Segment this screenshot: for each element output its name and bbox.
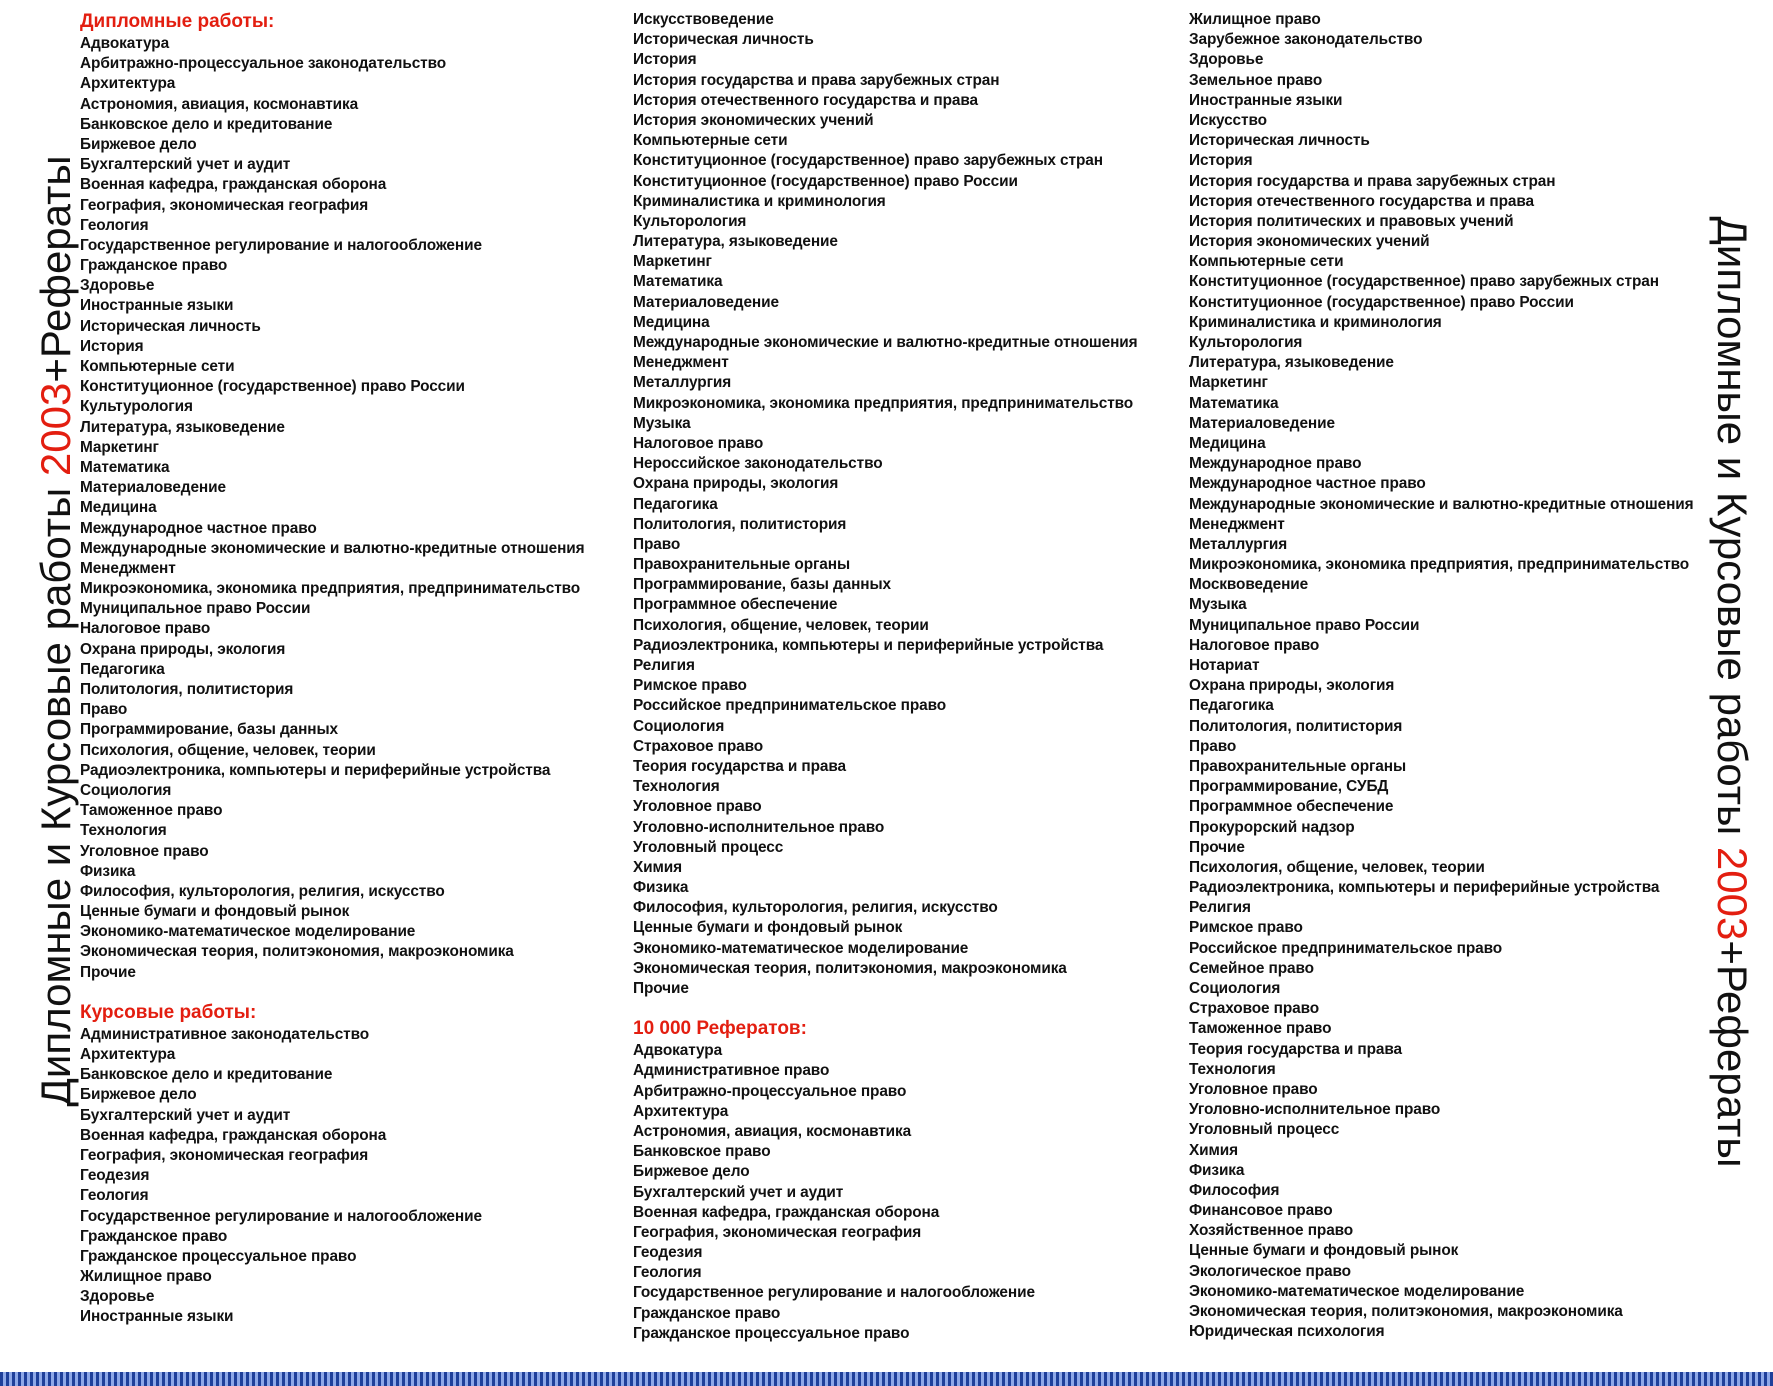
- subject-list-item: Международное частное право: [80, 519, 317, 537]
- subject-list-item: Литература, языковедение: [80, 418, 285, 436]
- subject-list-item: Технология: [633, 778, 720, 796]
- subject-list-item: Бухгалтерский учет и аудит: [633, 1183, 844, 1201]
- subject-list-item: Военная кафедра, гражданская оборона: [80, 176, 387, 194]
- subject-list-item: Литература, языковедение: [633, 233, 838, 251]
- subject-list-item: Прокурорский надзор: [1189, 818, 1355, 836]
- subject-list-item: Историческая личность: [633, 31, 814, 49]
- subject-list-item: Архитектура: [80, 1046, 176, 1063]
- subject-list-item: Криминалистика и криминология: [633, 192, 886, 210]
- subject-list-item: Страховое право: [1189, 1000, 1320, 1018]
- subject-list-item: Физика: [80, 862, 136, 880]
- subject-list-item: Политология, политистория: [80, 681, 294, 698]
- subject-list-item: Медицина: [633, 313, 710, 331]
- subject-list-item: Медицина: [80, 499, 157, 517]
- section-gap: [633, 999, 1138, 1017]
- subject-list-item: История государства и права зарубежных стран: [1189, 172, 1556, 190]
- subject-list-item: Финансовое право: [1189, 1202, 1333, 1220]
- subject-list-item: Программирование, базы данных: [633, 576, 892, 594]
- subject-list-item: Микроэкономика, экономика предприятия, предпринимательство: [80, 580, 581, 598]
- subject-list-item: Философия, культорология, религия, искусство: [80, 882, 445, 900]
- spine-title-left-prefix: Дипломные и Курсовые работы: [32, 476, 79, 1107]
- subject-list-item: Иностранные языки: [1189, 91, 1343, 109]
- subject-list-item: Металлургия: [633, 374, 732, 392]
- subject-list-item: Технология: [80, 822, 167, 840]
- subject-list-item: Компьютерные сети: [80, 358, 235, 375]
- subject-list-item: Конституционное (государственное) право России: [1189, 293, 1574, 311]
- subject-list-item: Иностранные языки: [80, 297, 234, 315]
- subject-list-item: Государственное регулирование и налогообложение: [80, 1207, 482, 1225]
- subject-list-item: Право: [1189, 737, 1237, 755]
- subject-list-item: Историческая личность: [1189, 132, 1370, 150]
- subject-list-item: Материаловедение: [80, 479, 226, 497]
- subject-list-item: Музыка: [1189, 596, 1247, 614]
- subject-list-item: Биржевое дело: [633, 1163, 750, 1181]
- subject-list-item: Химия: [1189, 1141, 1239, 1159]
- subject-list-item: Педагогика: [633, 495, 718, 513]
- subject-list-item: Банковское дело и кредитование: [80, 1066, 333, 1084]
- subject-list-item: История политических и правовых учений: [1189, 212, 1514, 230]
- subject-list-item: Криминалистика и криминология: [1189, 313, 1442, 331]
- subject-list-item: Российское предпринимательское право: [1189, 939, 1503, 957]
- subject-list-item: Таможенное право: [1189, 1020, 1332, 1038]
- subject-list-item: Налоговое право: [1189, 636, 1320, 654]
- subject-list-item: Ценные бумаги и фондовый рынок: [1189, 1242, 1459, 1260]
- subject-list-item: Экономическая теория, политэкономия, макроэкономика: [80, 943, 514, 961]
- subject-list-item: Компьютерные сети: [1189, 253, 1344, 271]
- subject-list-item: Экономическая теория, политэкономия, макроэкономика: [633, 959, 1067, 977]
- subject-list-item: Философия: [1189, 1181, 1280, 1199]
- subject-list-item: История экономических учений: [633, 111, 874, 129]
- subject-list-item: Радиоэлектроника, компьютеры и периферийные устройства: [80, 761, 551, 779]
- subject-list-item: Педагогика: [80, 660, 165, 678]
- subject-list-item: Теория государства и права: [633, 757, 846, 775]
- column-3: [1189, 10, 1694, 1342]
- subject-list-item: Металлургия: [1189, 535, 1288, 553]
- subject-list-item: Адвокатура: [633, 1042, 723, 1060]
- subject-list-item: Философия, культорология, религия, искусство: [633, 899, 998, 917]
- subject-list-item: Банковское право: [633, 1143, 771, 1161]
- subject-list-item: Уголовный процесс: [1189, 1121, 1340, 1139]
- subject-list-item: Теория государства и права: [1189, 1040, 1402, 1058]
- subject-list-item: Государственное регулирование и налогообложение: [633, 1284, 1035, 1302]
- subject-list-item: Менеджмент: [1189, 515, 1285, 533]
- subject-list-item: История отечественного государства и права: [1189, 192, 1534, 210]
- subject-list-item: Программирование, СУБД: [1189, 778, 1389, 796]
- subject-list-item: Российское предпринимательское право: [633, 697, 947, 715]
- subject-list-item: Маркетинг: [1189, 374, 1268, 392]
- subject-list-item: Правохранительные органы: [1189, 757, 1406, 775]
- subject-list-item: Культорология: [1189, 334, 1303, 351]
- subject-list-item: Экономико-математическое моделирование: [633, 939, 969, 957]
- subject-list-item: Римское право: [633, 677, 747, 695]
- subject-list-item: Программное обеспечение: [1189, 798, 1394, 816]
- subject-list-item: Астрономия, авиация, космонавтика: [633, 1122, 912, 1140]
- subject-list-item: Охрана природы, экология: [1189, 677, 1395, 695]
- subject-list-item: Психология, общение, человек, теории: [80, 741, 376, 759]
- subject-list-item: Административное право: [633, 1062, 830, 1080]
- subject-list-item: Москвоведение: [1189, 576, 1309, 594]
- subject-list-item: Искусствоведение: [633, 11, 774, 28]
- subject-list-item: Биржевое дело: [80, 1086, 197, 1104]
- subject-list-item: Страховое право: [633, 737, 764, 755]
- subject-list-item: Арбитражно-процессуальное законодательство: [80, 55, 447, 73]
- subject-list-item: Налоговое право: [633, 434, 764, 452]
- subject-list-item: Жилищное право: [80, 1268, 212, 1286]
- subject-list-item: Экономико-математическое моделирование: [1189, 1282, 1525, 1300]
- subject-list-item: Римское право: [1189, 919, 1303, 937]
- subject-list-item: Международные экономические и валютно-кредитные отношения: [1189, 495, 1694, 513]
- subject-list-item: Химия: [633, 858, 683, 876]
- subject-list-item: Программирование, базы данных: [80, 721, 339, 739]
- subject-list-item: Гражданское процессуальное право: [80, 1247, 357, 1265]
- spine-title-left-suffix: +Рефераты: [32, 155, 79, 383]
- subject-list-item: Уголовное право: [80, 842, 209, 860]
- subject-list-item: Ценные бумаги и фондовый рынок: [80, 903, 350, 921]
- subject-list-item: География, экономическая география: [80, 196, 369, 214]
- subject-list-item: Охрана природы, экология: [633, 475, 839, 493]
- column-1: [80, 10, 585, 1328]
- subject-list-item: Маркетинг: [633, 253, 712, 271]
- subject-list-item: Социология: [1189, 980, 1281, 997]
- subject-list-item: Геодезия: [80, 1167, 150, 1185]
- subject-list-item: Математика: [1189, 394, 1279, 412]
- subject-list-item: Гражданское право: [80, 257, 228, 275]
- subject-list-item: Культорология: [633, 212, 747, 230]
- subject-list-item: Экономическая теория, политэкономия, макроэкономика: [1189, 1303, 1623, 1320]
- subject-list-item: Гражданское процессуальное право: [633, 1324, 910, 1342]
- subject-list-item: Радиоэлектроника, компьютеры и периферийные устройства: [633, 636, 1104, 654]
- subject-list-item: Земельное право: [1189, 71, 1323, 89]
- subject-list-item: Военная кафедра, гражданская оборона: [633, 1203, 940, 1221]
- spine-title-right: [1709, 216, 1756, 1168]
- subject-list-item: Микроэкономика, экономика предприятия, предпринимательство: [1189, 556, 1690, 574]
- subject-list-item: Историческая личность: [80, 317, 261, 335]
- spine-title-right-suffix: +Рефераты: [1709, 940, 1756, 1168]
- subject-list-item: Налоговое право: [80, 620, 211, 638]
- subject-list-item: Астрономия, авиация, космонавтика: [80, 95, 359, 113]
- subject-list-item: География, экономическая география: [633, 1223, 922, 1241]
- subject-list-item: Архитектура: [80, 75, 176, 93]
- subject-list-item: Педагогика: [1189, 697, 1274, 715]
- subject-list-item: Менеджмент: [80, 559, 176, 577]
- subject-list-item: Математика: [633, 273, 723, 291]
- subject-list-item: География, экономическая география: [80, 1146, 369, 1164]
- subject-list-item: Религия: [1189, 899, 1251, 917]
- subject-list-item: Политология, политистория: [633, 515, 847, 533]
- subject-list-item: Жилищное право: [1189, 11, 1321, 28]
- subject-list-item: Конституционное (государственное) право зарубежных стран: [633, 152, 1103, 170]
- subject-list-item: Здоровье: [80, 277, 155, 295]
- subject-list-item: Таможенное право: [80, 802, 223, 820]
- subject-list-item: История: [80, 337, 144, 355]
- subject-list-item: Гражданское право: [633, 1304, 781, 1322]
- subject-list-item: Геология: [633, 1264, 702, 1282]
- subject-list-item: Медицина: [1189, 434, 1266, 452]
- subject-list-item: Здоровье: [80, 1288, 155, 1306]
- subject-list-item: Маркетинг: [80, 438, 159, 456]
- subject-list-item: Гражданское право: [80, 1227, 228, 1245]
- subject-list-item: Технология: [1189, 1060, 1276, 1078]
- subject-list-item: Семейное право: [1189, 959, 1314, 977]
- spine-title-left: [32, 155, 79, 1107]
- subject-list-item: Уголовное право: [1189, 1080, 1318, 1098]
- subject-list-item: Архитектура: [633, 1102, 729, 1120]
- subject-list-item: Муниципальное право России: [80, 600, 311, 618]
- section-heading: Дипломные работы:: [80, 11, 275, 32]
- subject-list-item: Международные экономические и валютно-кредитные отношения: [80, 539, 585, 557]
- subject-list-item: Компьютерные сети: [633, 132, 788, 150]
- subject-list-item: Менеджмент: [633, 354, 729, 372]
- subject-list-item: Музыка: [633, 414, 691, 432]
- subject-list-item: Литература, языковедение: [1189, 354, 1394, 372]
- subject-list-item: Хозяйственное право: [1189, 1222, 1354, 1240]
- subject-list-item: Физика: [1189, 1161, 1245, 1179]
- subject-list-item: Уголовно-исполнительное право: [1189, 1101, 1441, 1119]
- subject-list-item: Экологическое право: [1189, 1262, 1351, 1280]
- subject-list-item: Конституционное (государственное) право России: [633, 172, 1018, 190]
- subject-list-item: Международное право: [1189, 455, 1362, 473]
- subject-list-item: Юридическая психология: [1189, 1323, 1385, 1341]
- subject-list-item: Право: [633, 535, 681, 553]
- subject-list-item: Арбитражно-процессуальное право: [633, 1082, 907, 1100]
- subject-list-item: Конституционное (государственное) право России: [80, 378, 465, 396]
- subject-list-item: История: [633, 51, 697, 69]
- subject-list-item: История государства и права зарубежных стран: [633, 71, 1000, 89]
- subject-list-item: Экономико-математическое моделирование: [80, 923, 416, 941]
- subject-list-item: Правохранительные органы: [633, 556, 850, 574]
- subject-list-item: Культурология: [80, 398, 193, 416]
- section-heading: Курсовые работы:: [80, 1001, 257, 1023]
- subject-list-item: Административное законодательство: [80, 1025, 370, 1043]
- subject-list-item: Право: [80, 701, 128, 719]
- subject-list-item: Прочие: [1189, 838, 1245, 856]
- subject-list-item: Физика: [633, 879, 689, 897]
- subject-list-item: История экономических учений: [1189, 233, 1430, 251]
- subject-list-item: Уголовное право: [633, 798, 762, 816]
- subject-list-item: Политология, политистория: [1189, 717, 1403, 735]
- subject-list-item: Социология: [80, 781, 172, 799]
- subject-list-item: Материаловедение: [1189, 414, 1335, 432]
- subject-list-item: Международные экономические и валютно-кредитные отношения: [633, 334, 1138, 351]
- subject-list-item: Микроэкономика, экономика предприятия, предпринимательство: [633, 394, 1134, 412]
- subject-list-item: Радиоэлектроника, компьютеры и периферийные устройства: [1189, 879, 1660, 897]
- subject-list-item: Нероссийское законодательство: [633, 455, 883, 473]
- subject-list-item: Бухгалтерский учет и аудит: [80, 1106, 291, 1124]
- subject-list-item: Программное обеспечение: [633, 596, 838, 614]
- subject-list-item: Геология: [80, 1187, 149, 1205]
- subject-list-item: Международное частное право: [1189, 475, 1426, 493]
- section-heading: 10 000 Рефератов:: [633, 1018, 807, 1040]
- spine-title-left-year: 2003: [32, 382, 79, 477]
- subject-list-item: Нотариат: [1189, 657, 1260, 674]
- bottom-stripe-band: [0, 1372, 1773, 1386]
- subject-list-item: Религия: [633, 657, 695, 674]
- subject-list-item: Охрана природы, экология: [80, 640, 286, 658]
- subject-list-item: Геодезия: [633, 1244, 703, 1262]
- subject-list-item: История отечественного государства и права: [633, 91, 978, 109]
- subject-list-item: Государственное регулирование и налогообложение: [80, 236, 482, 254]
- spine-title-right-prefix: Дипломные и Курсовые работы: [1709, 216, 1756, 847]
- subject-list-item: Геология: [80, 216, 149, 234]
- subject-list-item: Уголовный процесс: [633, 838, 784, 856]
- subject-list-item: История: [1189, 152, 1253, 170]
- subject-list-item: Социология: [633, 717, 725, 735]
- subject-list-item: Конституционное (государственное) право зарубежных стран: [1189, 273, 1659, 291]
- subject-list-item: Искусство: [1189, 111, 1267, 129]
- subject-list-item: Здоровье: [1189, 51, 1264, 69]
- column-2: [633, 10, 1138, 1344]
- subject-list-item: Зарубежное законодательство: [1189, 31, 1423, 49]
- subject-list-item: Прочие: [80, 963, 136, 981]
- subject-list-item: Иностранные языки: [80, 1308, 234, 1326]
- subject-list-item: Математика: [80, 458, 170, 476]
- subject-list-item: Биржевое дело: [80, 135, 197, 153]
- spine-title-right-year: 2003: [1709, 846, 1756, 941]
- subject-list-item: Психология, общение, человек, теории: [1189, 858, 1485, 876]
- subject-list-item: Адвокатура: [80, 35, 170, 52]
- subject-list-item: Военная кафедра, гражданская оборона: [80, 1126, 387, 1144]
- subject-list-item: Банковское дело и кредитование: [80, 115, 333, 133]
- subject-list-item: Муниципальное право России: [1189, 616, 1420, 634]
- subject-list-item: Прочие: [633, 980, 689, 997]
- section-gap: [80, 983, 585, 1001]
- subject-list-item: Уголовно-исполнительное право: [633, 818, 885, 836]
- subject-list-item: Психология, общение, человек, теории: [633, 616, 929, 634]
- subject-list-item: Ценные бумаги и фондовый рынок: [633, 919, 903, 937]
- subject-list-item: Материаловедение: [633, 293, 779, 311]
- subject-list-item: Бухгалтерский учет и аудит: [80, 156, 291, 174]
